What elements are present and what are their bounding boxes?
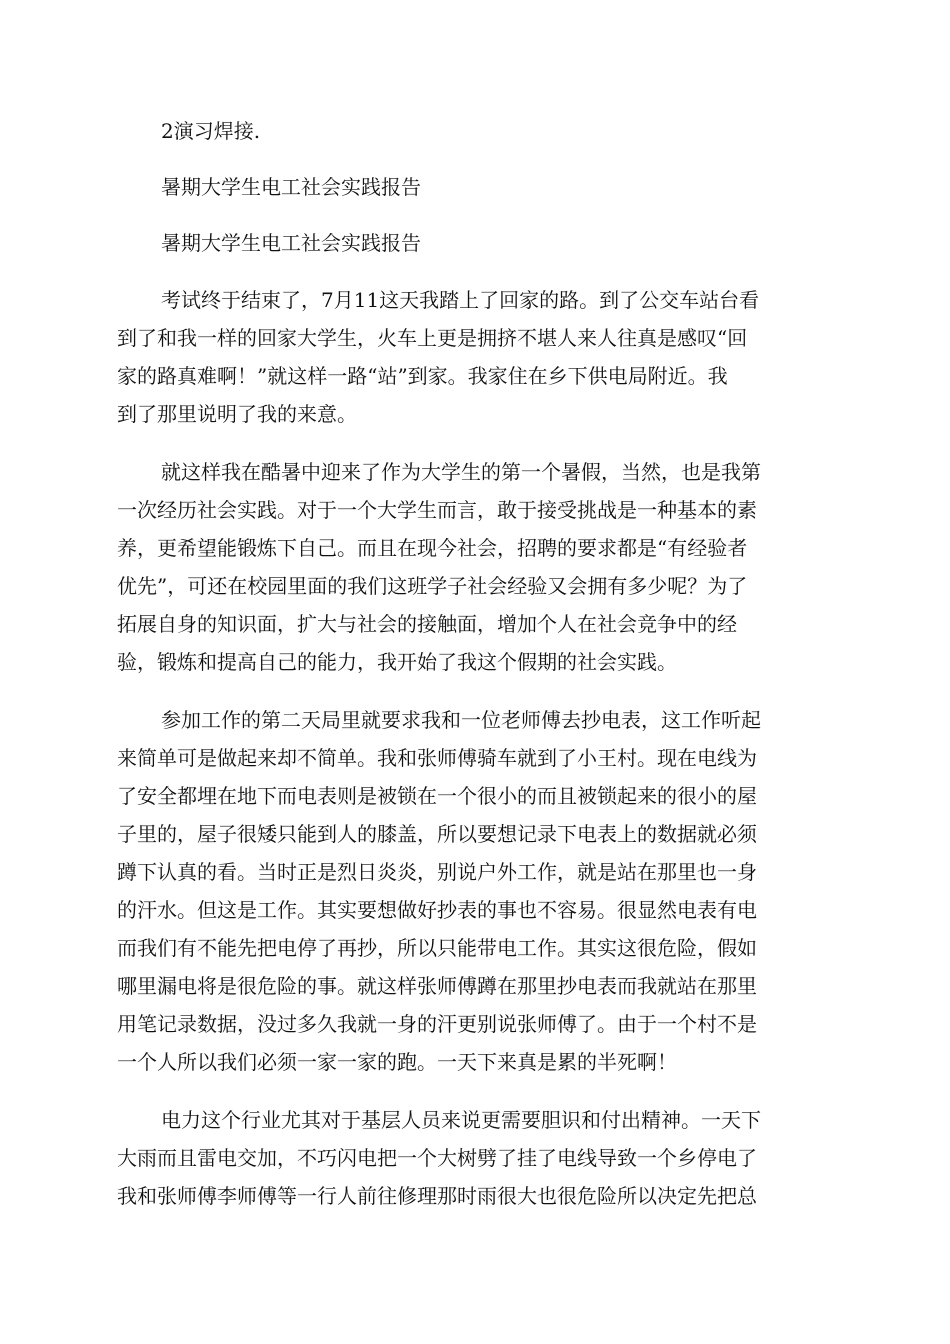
paragraph-3 (117, 701, 833, 1081)
paragraph-1 (117, 281, 833, 433)
paragraph-line: 考试终于结束了，7月11这天我踏上了回家的路。到了公交车站台看 (161, 288, 760, 312)
paragraph-line: 到了和我一样的回家大学生，火车上更是拥挤不堪人来人往真是感叹“回 (117, 326, 748, 350)
paragraph-line: 大雨而且雷电交加，不巧闪电把一个大树劈了挂了电线导致一个乡停电了 (117, 1146, 757, 1170)
paragraph-line: 蹲下认真的看。当时正是烈日炎炎，别说户外工作，就是站在那里也一身 (117, 860, 757, 884)
section-item-line: 2演习焊接. (161, 119, 261, 143)
paragraph-line: 用笔记录数据，没过多久我就一身的汗更别说张师傅了。由于一个村不是 (117, 1012, 757, 1036)
paragraph-line: 子里的，屋子很矮只能到人的膝盖，所以要想记录下电表上的数据就必须 (117, 822, 757, 846)
paragraph-line: 优先”，可还在校园里面的我们这班学子社会经验又会拥有多少呢？为了 (117, 574, 748, 598)
document-body (117, 113, 833, 1235)
paragraph-line: 电力这个行业尤其对于基层人员来说更需要胆识和付出精神。一天下 (161, 1108, 761, 1132)
paragraph-line: 养，更希望能锻炼下自己。而且在现今社会，招聘的要求都是“有经验者 (117, 536, 748, 560)
paragraph-line: 到了那里说明了我的来意。 (117, 402, 357, 426)
paragraph-line: 家的路真难啊！”就这样一路“站”到家。我家住在乡下供电局附近。我 (117, 364, 728, 388)
paragraph-line: 哪里漏电将是很危险的事。就这样张师傅蹲在那里抄电表而我就站在那里 (117, 974, 757, 998)
paragraph-line: 验，锻炼和提高自己的能力，我开始了我这个假期的社会实践。 (117, 650, 677, 674)
paragraph-line: 一次经历社会实践。对于一个大学生而言，敢于接受挑战是一种基本的素 (117, 498, 757, 522)
paragraph-line: 一个人所以我们必须一家一家的跑。一天下来真是累的半死啊！ (117, 1050, 677, 1074)
paragraph-line: 参加工作的第二天局里就要求我和一位老师傅去抄电表，这工作听起 (161, 708, 761, 732)
report-title-repeat: 暑期大学生电工社会实践报告 (161, 231, 421, 255)
paragraph-line: 来简单可是做起来却不简单。我和张师傅骑车就到了小王村。现在电线为 (117, 746, 757, 770)
paragraph-line: 我和张师傅李师傅等一行人前往修理那时雨很大也很危险所以决定先把总 (117, 1184, 757, 1208)
paragraph-line: 拓展自身的知识面，扩大与社会的接触面，增加个人在社会竞争中的经 (117, 612, 737, 636)
report-title: 暑期大学生电工社会实践报告 (161, 175, 421, 199)
paragraph-2 (117, 453, 833, 681)
paragraph-line: 了安全都埋在地下而电表则是被锁在一个很小的而且被锁起来的很小的屋 (117, 784, 757, 808)
paragraph-line: 而我们有不能先把电停了再抄，所以只能带电工作。其实这很危险，假如 (117, 936, 757, 960)
paragraph-4 (117, 1101, 833, 1215)
paragraph-line: 就这样我在酷暑中迎来了作为大学生的第一个暑假，当然，也是我第 (161, 460, 761, 484)
paragraph-line: 的汗水。但这是工作。其实要想做好抄表的事也不容易。很显然电表有电 (117, 898, 757, 922)
